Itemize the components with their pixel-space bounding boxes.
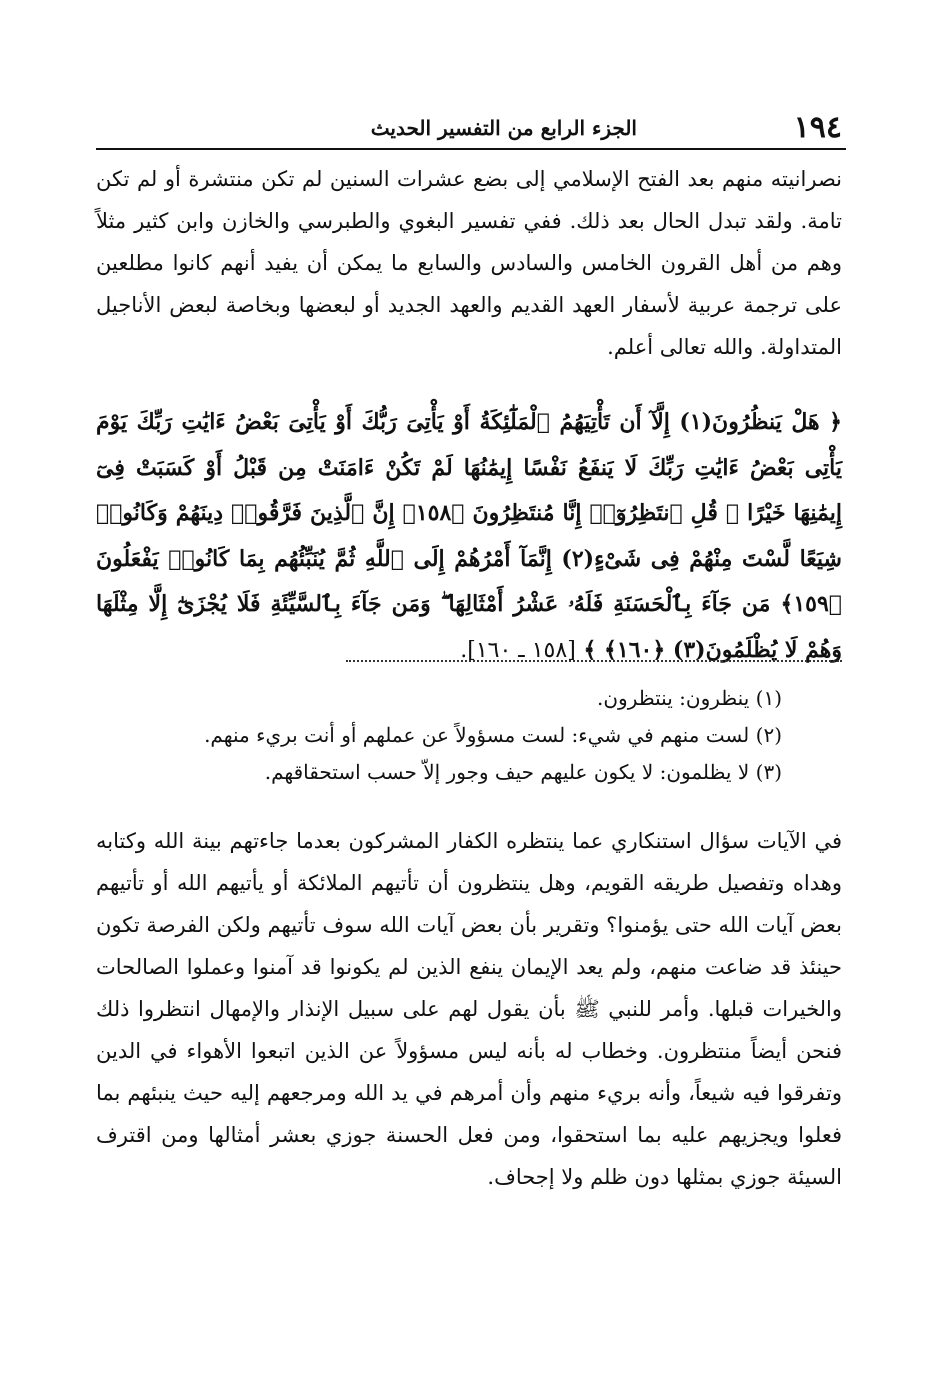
- footnote-separator: [346, 660, 842, 662]
- quran-verse-block: [96, 400, 842, 673]
- paragraph-commentary: في الآيات سؤال استنكاري عما ينتظره الكفار المشركون بعدما جاءتهم بينة الله وكتابه وهداه وتفصيل طريقه القويم، وهل ينتظرون أن تأتيهم الملائكة أو يأتيهم الله أو تأتيهم بعض آيات الله حتى يؤمنوا؟ وتقرير بأن بعض آيات الله سوف تأتيهم ولكن الفرصة تكون حينئذ قد ضاعت منهم، ولم يعد الإيمان ينفع الذين لم يكونوا قد آمنوا وعملوا الصالحات والخيرات قبلها. وأمر للنبي ﷺ بأن يقول لهم على سبيل الإنذار والإمهال انتظروا ذلك فنحن أيضاً منتظرون. وخطاب له بأنه ليس مسؤولاً عن الذين اتبعوا الأهواء في الدين وتفرقوا فيه شيعاً، وأنه بريء منهم وأن أمرهم في يد الله ومرجعهم إليه حيث ينبئهم بما فعلوا ويجزيهم عليه بما استحقوا، ومن فعل الحسنة جوزي بعشر أمثالها ومن اقترف السيئة جوزي بمثلها دون ظلم ولا إجحاف.: [96, 829, 842, 1189]
- page-header: [100, 108, 842, 148]
- footnote-3: (٣) لا يظلمون: لا يكون عليهم حيف وجور إلاّ حسب استحقاقهم.: [264, 760, 782, 784]
- quran-verse-text: ﴿ هَلْ يَنظُرُونَ(١) إِلَّآ أَن تَأْتِيَهُمُ ٱلْمَلَٰٓئِكَةُ أَوْ يَأْتِىَ رَبُّكَ أَوْ يَأْتِىَ بَعْضُ ءَايَٰتِ رَبِّكَ يَوْمَ يَأْتِى بَعْضُ ءَايَٰتِ رَبِّكَ لَا يَنفَعُ نَفْسًا إِيمَٰنُهَا لَمْ تَكُنْ ءَامَنَتْ مِن قَبْلُ أَوْ كَسَبَتْ فِىٓ إِيمَٰنِهَا خَيْرًا ۗ قُلِ ٱنتَظِرُوٓا۟ إِنَّا مُنتَظِرُونَ ﴿١٥٨﴾ إِنَّ ٱلَّذِينَ فَرَّقُوا۟ دِينَهُمْ وَكَانُوا۟ شِيَعًا لَّسْتَ مِنْهُمْ فِى شَىْءٍ(٢) إِنَّمَآ أَمْرُهُمْ إِلَى ٱللَّهِ ثُمَّ يُنَبِّئُهُم بِمَا كَانُوا۟ يَفْعَلُونَ ﴿١٥٩﴾ مَن جَآءَ بِٱلْحَسَنَةِ فَلَهُۥ عَشْرُ أَمْثَالِهَا ۖ وَمَن جَآءَ بِٱلسَّيِّئَةِ فَلَا يُجْزَىٰٓ إِلَّا مِثْلَهَا وَهُمْ لَا يُظْلَمُونَ(٣) ﴿١٦٠﴾ ﴾: [96, 409, 843, 663]
- header-rule: [96, 148, 846, 150]
- footnote-2: (٢) لست منهم في شيء: لست مسؤولاً عن عملهم أو أنت بريء منهم.: [204, 723, 782, 747]
- footnote-1: (١) ينظرون: ينتظرون.: [597, 686, 782, 710]
- running-title: الجزء الرابع من التفسير الحديث: [370, 116, 637, 140]
- verse-reference: [١٥٨ ـ ١٦٠].: [460, 637, 576, 663]
- footnotes: [140, 680, 782, 791]
- page-number: ١٩٤: [793, 110, 842, 145]
- paragraph-intro: نصرانيته منهم بعد الفتح الإسلامي إلى بضع عشرات السنين لم تكن منتشرة أو لم تكن تامة. ولقد تبدل الحال بعد ذلك. ففي تفسير البغوي والطبرسي والخازن وابن كثير مثلاً وهم من أهل القرون الخامس والسادس والسابع ما يمكن أن يفيد أنهم كانوا مطلعين على ترجمة عربية لأسفار العهد القديم والعهد الجديد أو لبعضها وبخاصة لبعض الأناجيل المتداولة. والله تعالى أعلم.: [96, 167, 842, 359]
